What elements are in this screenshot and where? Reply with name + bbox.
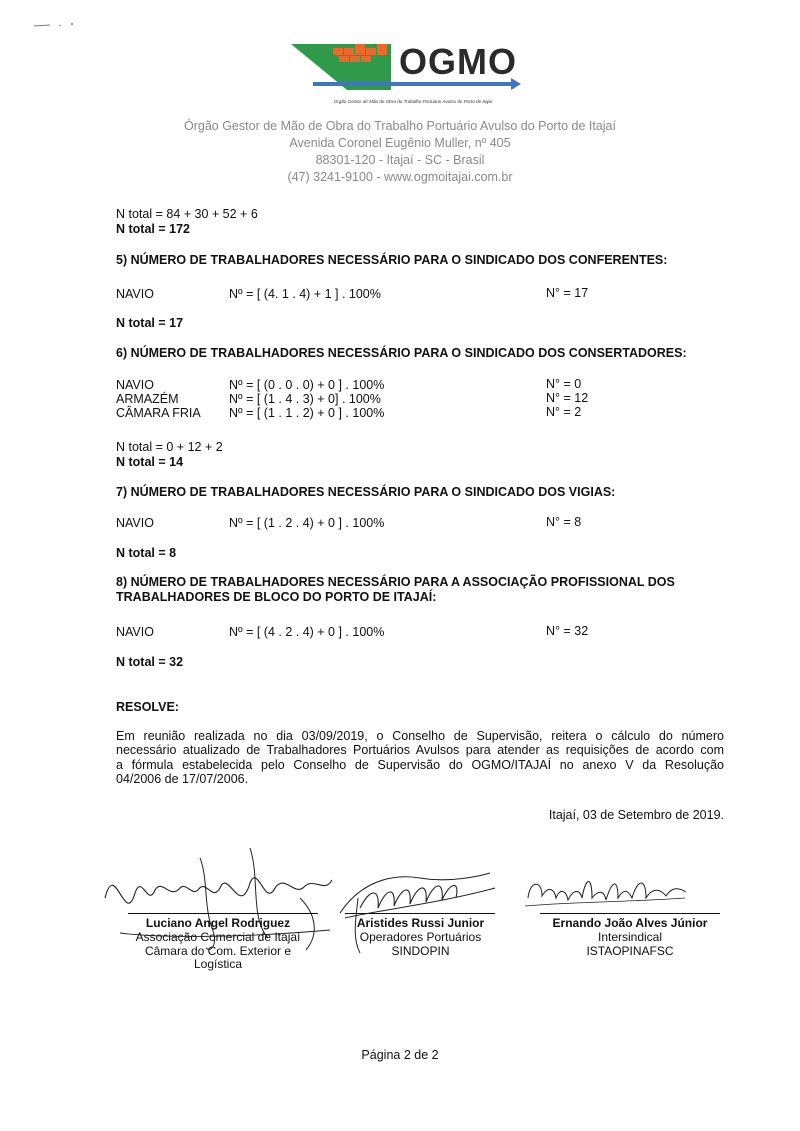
- signer-2-role-line: SINDOPIN: [391, 943, 450, 958]
- s6-row-formula: Nº = [ (1 . 1 . 2) + 0 ] . 100%: [229, 406, 385, 420]
- signature-line: [540, 913, 720, 914]
- s8-row-result: N° = 32: [546, 624, 589, 638]
- s5-row-label: NAVIO: [116, 287, 154, 301]
- signer-1-name: Luciano Angel Rodriguez: [145, 916, 291, 930]
- signature-line: [345, 913, 495, 914]
- resolve-paragraph: [116, 729, 724, 787]
- s6-row-formula: Nº = [ (1 . 4 . 3) + 0] . 100%: [229, 392, 381, 406]
- s6-total: N total = 14: [116, 455, 184, 469]
- page-number: Página 2 de 2: [361, 1048, 439, 1062]
- signer-3-role-line: ISTAOPINAFSC: [586, 943, 674, 958]
- signer-3-role-line: Intersindical: [597, 930, 663, 944]
- s7-row-label: NAVIO: [116, 516, 154, 530]
- s6-row-label: CÂMARA FRIA: [116, 406, 201, 420]
- signer-2-role: [338, 931, 503, 958]
- resolve-line: a fórmula estabelecida pelo Conselho de Supervisão do OGMO/ITAJAÍ no anexo V da Resolução: [116, 757, 724, 772]
- scan-mark: [34, 22, 78, 28]
- section-6-heading: 6) NÚMERO DE TRABALHADORES NECESSÁRIO PARA O SINDICADO DOS CONSERTADORES:: [116, 346, 687, 360]
- s8-row-formula: Nº = [ (4 . 2 . 4) + 0 ] . 100%: [229, 625, 385, 639]
- date-line: Itajaí, 03 de Setembro de 2019.: [548, 808, 724, 822]
- s6-row-label: NAVIO: [116, 378, 154, 392]
- resolve-line: Em reunião realizada no dia 03/09/2019, o Conselho de Supervisão, reitera o cálculo do número: [116, 729, 724, 743]
- resolve-heading: RESOLVE:: [116, 700, 179, 714]
- prev-total-formula: N total = 84 + 30 + 52 + 6: [116, 207, 258, 221]
- section-8-heading: 8) NÚMERO DE TRABALHADORES NECESSÁRIO PARA A ASSOCIAÇÃO PROFISSIONAL DOS: [116, 575, 675, 589]
- logo-tagline: Órgão Gestor de Mão de Obra do Trabalho Portuário Avulso do Porto de Itajaí: [333, 99, 493, 104]
- signer-3-role: [530, 931, 730, 958]
- signer-2-name: Aristides Russi Junior: [356, 916, 485, 930]
- s7-total: N total = 8: [116, 546, 177, 560]
- s5-total: N total = 17: [116, 316, 184, 330]
- s5-row-formula: Nº = [ (4. 1 . 4) + 1 ] . 100%: [229, 287, 381, 301]
- s7-row-result: N° = 8: [546, 515, 582, 529]
- section-5-heading: 5) NÚMERO DE TRABALHADORES NECESSÁRIO PARA O SINDICADO DOS CONFERENTES:: [116, 253, 668, 267]
- s6-row-result: N° = 12: [546, 391, 589, 405]
- s8-row-label: NAVIO: [116, 625, 154, 639]
- header-org-name: Órgão Gestor de Mão de Obra do Trabalho Portuário Avulso do Porto de Itajaí: [184, 119, 616, 133]
- signer-1-role: [118, 931, 318, 972]
- section-8-heading-cont: TRABALHADORES DE BLOCO DO PORTO DE ITAJAÍ:: [116, 590, 437, 604]
- header-contact: (47) 3241-9100 - www.ogmoitajai.com.br: [287, 170, 513, 184]
- signer-1-role-line: Associação Comercial de Itajaí: [135, 930, 301, 944]
- signature-line: [128, 913, 318, 914]
- signature-ernando: [520, 868, 690, 918]
- s6-row-label: ARMAZÉM: [116, 392, 179, 406]
- signer-2-role-line: Operadores Portuários: [359, 930, 482, 944]
- signer-3-name: Ernando João Alves Júnior: [552, 916, 708, 930]
- signer-1-role-line: Logística: [193, 957, 243, 971]
- ogmo-logo: [283, 38, 523, 98]
- header-address: Avenida Coronel Eugênio Muller, nº 405: [289, 136, 511, 150]
- s6-row-result: N° = 2: [546, 405, 582, 419]
- section-7-heading: 7) NÚMERO DE TRABALHADORES NECESSÁRIO PARA O SINDICADO DOS VIGIAS:: [116, 485, 616, 499]
- header-postal: 88301-120 - Itajaí - SC - Brasil: [315, 153, 485, 167]
- prev-total-result: N total = 172: [116, 222, 190, 236]
- s6-row-result: N° = 0: [546, 377, 582, 391]
- signer-1-role-line: Câmara do Com. Exterior e: [144, 943, 292, 958]
- resolve-line: necessário atualizado de Trabalhadores Portuários Avulsos para atender as requisições de acordo com: [116, 743, 724, 758]
- s6-row-formula: Nº = [ (0 . 0 . 0) + 0 ] . 100%: [229, 378, 385, 392]
- s7-row-formula: Nº = [ (1 . 2 . 4) + 0 ] . 100%: [229, 516, 385, 530]
- s8-total: N total = 32: [116, 655, 184, 669]
- logo-wordmark: OGMO: [399, 41, 517, 82]
- resolve-line: 04/2006 de 17/07/2006.: [116, 772, 249, 787]
- s5-row-result: N° = 17: [546, 286, 589, 300]
- s6-total-formula: N total = 0 + 12 + 2: [116, 440, 223, 454]
